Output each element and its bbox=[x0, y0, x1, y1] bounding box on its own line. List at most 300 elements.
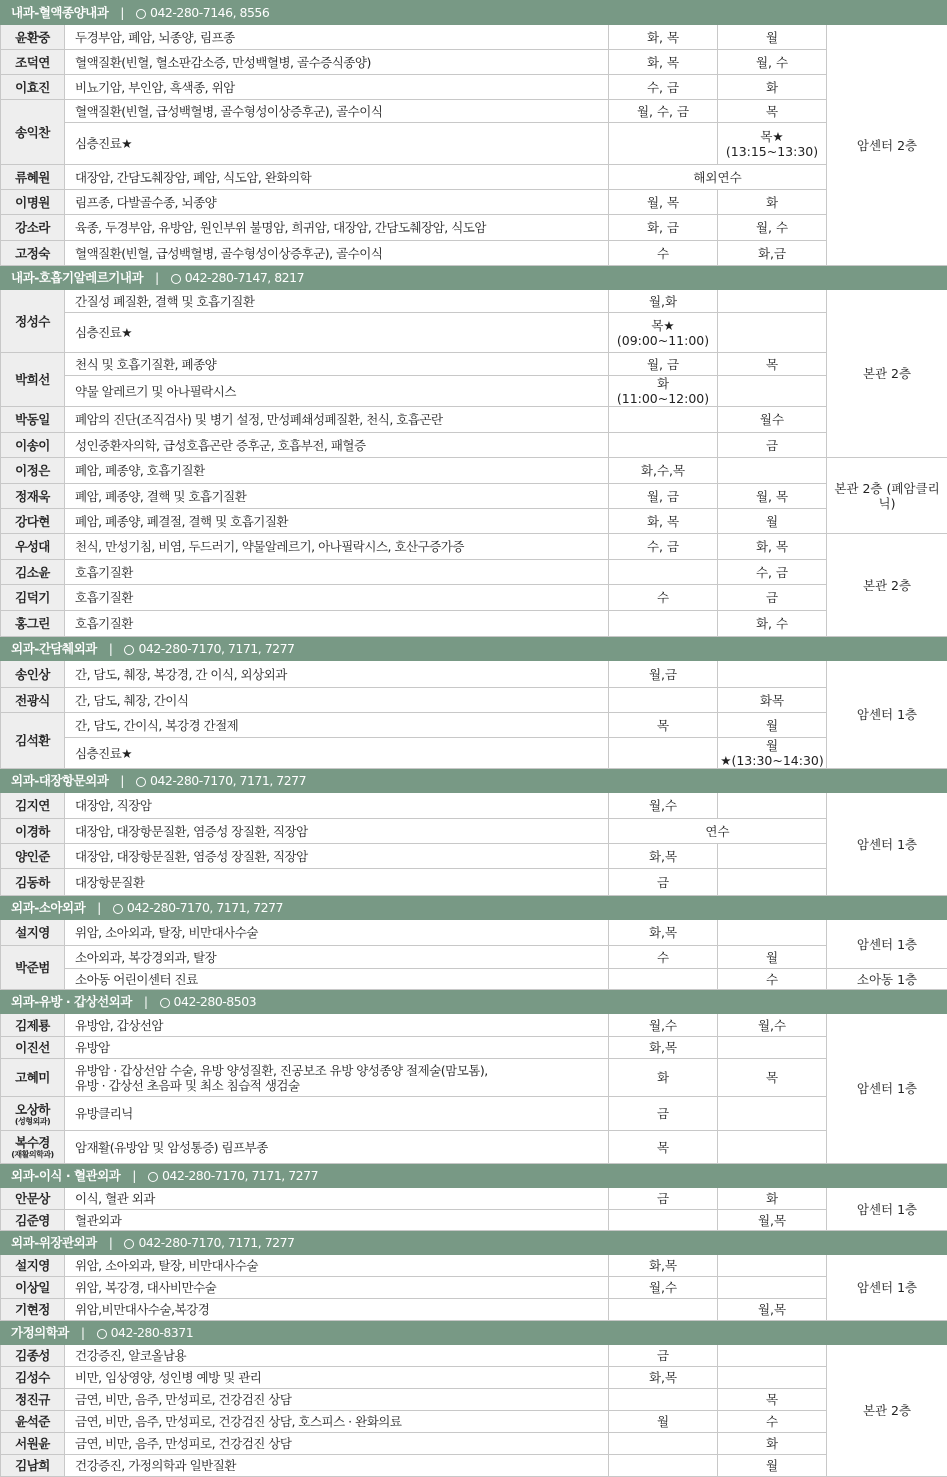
specialty-line: 간질성 폐질환, 결핵 및 호흡기질환 bbox=[75, 294, 603, 309]
doctor-name bbox=[1, 25, 65, 50]
morning-schedule bbox=[609, 1433, 718, 1455]
doctor-name-text: 양인준 bbox=[15, 849, 50, 864]
doctor-row bbox=[1, 458, 947, 484]
afternoon-schedule: 화 bbox=[718, 1433, 827, 1455]
specialty bbox=[65, 1433, 609, 1455]
specialty-line: 호흡기질환 bbox=[75, 616, 603, 631]
doctor-name bbox=[1, 688, 65, 713]
doctor-row bbox=[1, 969, 947, 990]
doctor-row bbox=[1, 1188, 947, 1210]
doctor-name-text: 김덕기 bbox=[15, 590, 50, 605]
doctor-row bbox=[1, 1037, 947, 1059]
phone-icon bbox=[124, 1239, 134, 1249]
afternoon-schedule: 월,수 bbox=[718, 1014, 827, 1037]
doctor-name-text: 윤환중 bbox=[15, 30, 50, 45]
afternoon-schedule bbox=[718, 290, 827, 313]
department-phone bbox=[160, 994, 257, 1009]
specialty-line: 림프종, 다발골수종, 뇌종양 bbox=[75, 195, 603, 210]
department-phone bbox=[124, 1235, 294, 1250]
morning-schedule bbox=[609, 611, 718, 637]
specialty-line: 심층진료★ bbox=[75, 325, 603, 340]
morning-schedule: 화,수,목 bbox=[609, 458, 718, 484]
specialty bbox=[65, 190, 609, 215]
specialty bbox=[65, 969, 609, 990]
doctor-name-text: 강소라 bbox=[15, 220, 50, 235]
afternoon-schedule: 월★(13:30~14:30) bbox=[718, 738, 827, 769]
morning-schedule: 목★ (09:00~11:00) bbox=[609, 313, 718, 353]
specialty-line: 비만, 임상영양, 성인병 예방 및 관리 bbox=[75, 1370, 603, 1385]
morning-schedule: 수 bbox=[609, 241, 718, 266]
doctor-name bbox=[1, 1455, 65, 1477]
doctor-row bbox=[1, 1389, 947, 1411]
phone-icon bbox=[97, 1329, 107, 1339]
morning-schedule: 월, 금 bbox=[609, 484, 718, 509]
department-header bbox=[1, 1, 947, 25]
specialty bbox=[65, 123, 609, 165]
doctor-name bbox=[1, 585, 65, 611]
specialty-line: 유방 · 갑상선 초음파 및 최소 침습적 생검술 bbox=[75, 1078, 603, 1093]
doctor-name-text: 서원윤 bbox=[15, 1436, 50, 1451]
doctor-row bbox=[1, 1059, 947, 1097]
doctor-name bbox=[1, 534, 65, 560]
afternoon-schedule: 월, 목 bbox=[718, 484, 827, 509]
afternoon-schedule: 월,목 bbox=[718, 1210, 827, 1231]
specialty-line: 성인중환자의학, 급성호흡곤란 증후군, 호흡부전, 패혈증 bbox=[75, 438, 603, 453]
specialty-line: 소아동 어린이센터 진료 bbox=[75, 972, 603, 987]
afternoon-schedule: 금 bbox=[718, 433, 827, 458]
clinic-location: 소아동 1층 bbox=[827, 969, 947, 990]
doctor-name-text: 김동하 bbox=[15, 875, 50, 890]
doctor-name-text: 김성수 bbox=[15, 1370, 50, 1385]
doctor-row bbox=[1, 819, 947, 844]
morning-schedule: 화,목 bbox=[609, 1037, 718, 1059]
morning-schedule: 월,금 bbox=[609, 661, 718, 688]
specialty bbox=[65, 313, 609, 353]
specialty bbox=[65, 1097, 609, 1131]
phone-number: 042-280-7147, 8217 bbox=[185, 270, 304, 285]
divider: | bbox=[109, 641, 113, 656]
department-title: 외과-유방 · 갑상선외과 bbox=[11, 994, 132, 1009]
department-header bbox=[1, 1231, 947, 1255]
doctor-row bbox=[1, 509, 947, 534]
specialty bbox=[65, 738, 609, 769]
doctor-name-text: 우성대 bbox=[15, 539, 50, 554]
doctor-name bbox=[1, 560, 65, 585]
specialty-line: 유방암 bbox=[75, 1040, 603, 1055]
doctor-name-text: 고정숙 bbox=[15, 246, 50, 261]
specialty bbox=[65, 713, 609, 738]
doctor-name bbox=[1, 1131, 65, 1164]
doctor-name-text: 류혜원 bbox=[15, 170, 50, 185]
doctor-name bbox=[1, 1299, 65, 1321]
morning-schedule bbox=[609, 560, 718, 585]
phone-number: 042-280-8503 bbox=[174, 994, 257, 1009]
specialty bbox=[65, 484, 609, 509]
morning-schedule: 월, 수, 금 bbox=[609, 100, 718, 123]
doctor-name bbox=[1, 100, 65, 165]
morning-schedule: 월, 목 bbox=[609, 190, 718, 215]
phone-icon bbox=[160, 998, 170, 1008]
specialty bbox=[65, 585, 609, 611]
morning-schedule: 금 bbox=[609, 1345, 718, 1367]
doctor-row bbox=[1, 25, 947, 50]
doctor-name bbox=[1, 946, 65, 990]
specialty-line: 간, 담도, 췌장, 복강경, 간 이식, 외상외과 bbox=[75, 667, 603, 682]
doctor-name bbox=[1, 1255, 65, 1277]
morning-schedule: 화(11:00~12:00) bbox=[609, 376, 718, 407]
doctor-name bbox=[1, 433, 65, 458]
specialty-line: 대장암, 대장항문질환, 염증성 장질환, 직장암 bbox=[75, 849, 603, 864]
clinic-location: 암센터 1층 bbox=[827, 920, 947, 969]
department-header bbox=[1, 637, 947, 661]
doctor-row bbox=[1, 688, 947, 713]
morning-schedule: 화, 금 bbox=[609, 215, 718, 241]
specialty-line: 금연, 비만, 음주, 만성피로, 건강검진 상담 bbox=[75, 1436, 603, 1451]
phone-icon bbox=[148, 1172, 158, 1182]
divider: | bbox=[81, 1325, 85, 1340]
afternoon-schedule: 목 bbox=[718, 1059, 827, 1097]
phone-number: 042-280-7146, 8556 bbox=[150, 5, 269, 20]
specialty-line: 천식, 만성기침, 비염, 두드러기, 약물알레르기, 아나필락시스, 호산구증가증 bbox=[75, 539, 603, 554]
specialty-line: 위암,비만대사수술,복강경 bbox=[75, 1302, 603, 1317]
doctor-row bbox=[1, 313, 947, 353]
department-title: 외과-이식 · 혈관외과 bbox=[11, 1168, 120, 1183]
doctor-name bbox=[1, 215, 65, 241]
department-phone bbox=[113, 900, 283, 915]
doctor-name bbox=[1, 661, 65, 688]
doctor-name bbox=[1, 241, 65, 266]
afternoon-schedule: 화 bbox=[718, 190, 827, 215]
doctor-row bbox=[1, 100, 947, 123]
specialty bbox=[65, 819, 609, 844]
specialty bbox=[65, 1277, 609, 1299]
afternoon-schedule bbox=[718, 458, 827, 484]
doctor-row bbox=[1, 407, 947, 433]
morning-schedule: 금 bbox=[609, 1188, 718, 1210]
specialty-line: 위암, 복강경, 대사비만수술 bbox=[75, 1280, 603, 1295]
morning-schedule: 월, 금 bbox=[609, 353, 718, 376]
morning-schedule: 화,목 bbox=[609, 920, 718, 946]
doctor-name bbox=[1, 1037, 65, 1059]
department-header bbox=[1, 990, 947, 1014]
afternoon-schedule: 월 bbox=[718, 509, 827, 534]
specialty-line: 유방암 · 갑상선암 수술, 유방 양성질환, 진공보조 유방 양성종양 절제술(맘모톰), bbox=[75, 1063, 603, 1078]
specialty-line: 혈관외과 bbox=[75, 1213, 603, 1228]
morning-schedule: 화, 목 bbox=[609, 509, 718, 534]
doctor-row bbox=[1, 585, 947, 611]
specialty-line: 암재활(유방암 및 암성통증) 림프부종 bbox=[75, 1140, 603, 1155]
afternoon-schedule: 목 bbox=[718, 1389, 827, 1411]
doctor-name bbox=[1, 190, 65, 215]
doctor-row bbox=[1, 1411, 947, 1433]
afternoon-schedule: 화 bbox=[718, 1188, 827, 1210]
afternoon-schedule bbox=[718, 1097, 827, 1131]
doctor-row bbox=[1, 75, 947, 100]
clinic-location: 암센터 1층 bbox=[827, 793, 947, 896]
phone-icon bbox=[124, 645, 134, 655]
doctor-name-text: 이경하 bbox=[15, 824, 50, 839]
afternoon-schedule bbox=[718, 1037, 827, 1059]
doctor-row bbox=[1, 1131, 947, 1164]
department-title: 가정의학과 bbox=[11, 1325, 69, 1340]
doctor-name bbox=[1, 869, 65, 896]
morning-schedule bbox=[609, 1299, 718, 1321]
doctor-name bbox=[1, 1210, 65, 1231]
department-phone bbox=[136, 5, 269, 20]
phone-number: 042-280-8371 bbox=[111, 1325, 194, 1340]
phone-number: 042-280-7170, 7171, 7277 bbox=[138, 1235, 294, 1250]
doctor-name-text: 설지영 bbox=[15, 1258, 50, 1273]
doctor-row bbox=[1, 1210, 947, 1231]
specialty bbox=[65, 290, 609, 313]
department-title: 외과-간담췌외과 bbox=[11, 641, 97, 656]
department-phone bbox=[148, 1168, 318, 1183]
department-header-cell bbox=[1, 637, 947, 661]
morning-schedule bbox=[609, 123, 718, 165]
specialty-line: 대장암, 대장항문질환, 염증성 장질환, 직장암 bbox=[75, 824, 603, 839]
divider: | bbox=[155, 270, 159, 285]
morning-schedule bbox=[609, 1455, 718, 1477]
doctor-name bbox=[1, 353, 65, 407]
morning-schedule: 화, 목 bbox=[609, 50, 718, 75]
divider: | bbox=[120, 5, 124, 20]
doctor-row bbox=[1, 1255, 947, 1277]
doctor-row bbox=[1, 869, 947, 896]
doctor-name-text: 김제룡 bbox=[15, 1018, 50, 1033]
doctor-name bbox=[1, 1014, 65, 1037]
doctor-row bbox=[1, 290, 947, 313]
doctor-row bbox=[1, 844, 947, 869]
afternoon-schedule bbox=[718, 1131, 827, 1164]
doctor-department-note: (재활의학과) bbox=[3, 1150, 62, 1159]
doctor-row bbox=[1, 1014, 947, 1037]
afternoon-schedule bbox=[718, 1255, 827, 1277]
doctor-name bbox=[1, 844, 65, 869]
morning-schedule: 화,목 bbox=[609, 1367, 718, 1389]
specialty bbox=[65, 611, 609, 637]
phone-icon bbox=[136, 777, 146, 787]
clinic-location: 본관 2층 (폐암클리닉) bbox=[827, 458, 947, 534]
doctor-name bbox=[1, 1411, 65, 1433]
doctor-row bbox=[1, 738, 947, 769]
morning-schedule: 월 bbox=[609, 1411, 718, 1433]
specialty-line: 심층진료★ bbox=[75, 136, 603, 151]
specialty bbox=[65, 50, 609, 75]
specialty-line: 혈액질환(빈혈, 혈소판감소증, 만성백혈병, 골수증식종양) bbox=[75, 55, 603, 70]
doctor-name-text: 김지연 bbox=[15, 798, 50, 813]
specialty bbox=[65, 165, 609, 190]
afternoon-schedule: 월, 수 bbox=[718, 50, 827, 75]
morning-schedule: 수, 금 bbox=[609, 534, 718, 560]
doctor-name bbox=[1, 165, 65, 190]
afternoon-schedule: 화, 목 bbox=[718, 534, 827, 560]
department-title: 외과-위장관외과 bbox=[11, 1235, 97, 1250]
doctor-name-text: 이효진 bbox=[15, 80, 50, 95]
afternoon-schedule bbox=[718, 376, 827, 407]
specialty bbox=[65, 869, 609, 896]
doctor-row bbox=[1, 661, 947, 688]
doctor-name-text: 조덕연 bbox=[15, 55, 50, 70]
specialty-line: 금연, 비만, 음주, 만성피로, 건강검진 상담 bbox=[75, 1392, 603, 1407]
doctor-name-text: 박준범 bbox=[15, 960, 50, 975]
afternoon-schedule: 수, 금 bbox=[718, 560, 827, 585]
morning-schedule bbox=[609, 738, 718, 769]
afternoon-schedule: 화, 수 bbox=[718, 611, 827, 637]
doctor-name-text: 설지영 bbox=[15, 925, 50, 940]
doctor-name-text: 정진규 bbox=[15, 1392, 50, 1407]
doctor-name-text: 홍그린 bbox=[15, 616, 50, 631]
doctor-name bbox=[1, 75, 65, 100]
afternoon-schedule bbox=[718, 920, 827, 946]
afternoon-schedule bbox=[718, 793, 827, 819]
doctor-row bbox=[1, 433, 947, 458]
clinic-location: 본관 2층 bbox=[827, 1345, 947, 1477]
department-title: 내과-혈액종양내과 bbox=[11, 5, 108, 20]
morning-schedule bbox=[609, 969, 718, 990]
afternoon-schedule bbox=[718, 1277, 827, 1299]
doctor-name-text: 정성수 bbox=[15, 314, 50, 329]
doctor-name-text: 전광식 bbox=[15, 693, 50, 708]
specialty-line: 이식, 혈관 외과 bbox=[75, 1191, 603, 1206]
doctor-name-text: 오상하 bbox=[15, 1102, 50, 1117]
phone-number: 042-280-7170, 7171, 7277 bbox=[127, 900, 283, 915]
specialty bbox=[65, 661, 609, 688]
specialty bbox=[65, 1131, 609, 1164]
phone-number: 042-280-7170, 7171, 7277 bbox=[162, 1168, 318, 1183]
doctor-row bbox=[1, 1299, 947, 1321]
specialty-line: 비뇨기암, 부인암, 흑색종, 위암 bbox=[75, 80, 603, 95]
doctor-name bbox=[1, 1188, 65, 1210]
department-title: 외과-대장항문외과 bbox=[11, 773, 108, 788]
morning-schedule bbox=[609, 1210, 718, 1231]
specialty bbox=[65, 946, 609, 969]
specialty-line: 육종, 두경부암, 유방암, 원인부위 불명암, 희귀암, 대장암, 간담도췌장암, 식도암 bbox=[75, 220, 603, 235]
doctor-name bbox=[1, 920, 65, 946]
doctor-name bbox=[1, 509, 65, 534]
clinic-location: 본관 2층 bbox=[827, 534, 947, 637]
department-header-cell bbox=[1, 1231, 947, 1255]
specialty-line: 대장항문질환 bbox=[75, 875, 603, 890]
specialty bbox=[65, 688, 609, 713]
doctor-name-text: 송인상 bbox=[15, 667, 50, 682]
specialty-line: 간, 담도, 간이식, 복강경 간절제 bbox=[75, 718, 603, 733]
phone-icon bbox=[171, 274, 181, 284]
department-header-cell bbox=[1, 1164, 947, 1188]
doctor-row bbox=[1, 123, 947, 165]
doctor-name-text: 이진선 bbox=[15, 1040, 50, 1055]
doctor-name bbox=[1, 484, 65, 509]
specialty bbox=[65, 1389, 609, 1411]
department-phone bbox=[124, 641, 294, 656]
doctor-department-note: (성형외과) bbox=[3, 1117, 62, 1126]
specialty-line: 유방암, 갑상선암 bbox=[75, 1018, 603, 1033]
specialty bbox=[65, 100, 609, 123]
specialty bbox=[65, 25, 609, 50]
specialty-line: 혈액질환(빈혈, 급성백혈병, 골수형성이상증후군), 골수이식 bbox=[75, 246, 603, 261]
specialty bbox=[65, 1411, 609, 1433]
afternoon-schedule bbox=[718, 869, 827, 896]
specialty bbox=[65, 75, 609, 100]
specialty bbox=[65, 433, 609, 458]
doctor-name-text: 이송이 bbox=[15, 438, 50, 453]
specialty-line: 대장암, 간담도췌장암, 폐암, 식도암, 완화의학 bbox=[75, 170, 603, 185]
doctor-name bbox=[1, 1059, 65, 1097]
specialty-line: 두경부암, 폐암, 뇌종양, 림프종 bbox=[75, 30, 603, 45]
doctor-name bbox=[1, 50, 65, 75]
department-phone bbox=[171, 270, 304, 285]
morning-schedule: 목 bbox=[609, 713, 718, 738]
afternoon-schedule bbox=[718, 844, 827, 869]
department-phone bbox=[136, 773, 306, 788]
specialty-line: 폐암의 진단(조직검사) 및 병기 설정, 만성폐쇄성폐질환, 천식, 호흡곤란 bbox=[75, 412, 603, 427]
doctor-name bbox=[1, 1277, 65, 1299]
specialty bbox=[65, 920, 609, 946]
clinic-location: 암센터 2층 bbox=[827, 25, 947, 266]
doctor-name-text: 복수경 bbox=[15, 1135, 50, 1150]
specialty-line: 건강증진, 가정의학과 일반질환 bbox=[75, 1458, 603, 1473]
specialty bbox=[65, 534, 609, 560]
doctor-name-text: 고혜미 bbox=[15, 1070, 50, 1085]
specialty bbox=[65, 1188, 609, 1210]
doctor-row bbox=[1, 1097, 947, 1131]
department-header bbox=[1, 1321, 947, 1345]
department-header-cell bbox=[1, 990, 947, 1014]
phone-icon bbox=[136, 9, 146, 19]
specialty bbox=[65, 458, 609, 484]
specialty-line: 폐암, 폐종양, 폐결절, 결핵 및 호흡기질환 bbox=[75, 514, 603, 529]
department-header-cell bbox=[1, 1321, 947, 1345]
afternoon-schedule bbox=[718, 1345, 827, 1367]
divider: | bbox=[120, 773, 124, 788]
department-title: 외과-소아외과 bbox=[11, 900, 85, 915]
morning-schedule bbox=[609, 688, 718, 713]
specialty-line: 위암, 소아외과, 탈장, 비만대사수술 bbox=[75, 1258, 603, 1273]
doctor-name bbox=[1, 1345, 65, 1367]
afternoon-schedule: 월 bbox=[718, 713, 827, 738]
morning-schedule: 금 bbox=[609, 1097, 718, 1131]
doctor-name bbox=[1, 1367, 65, 1389]
afternoon-schedule bbox=[718, 313, 827, 353]
specialty bbox=[65, 1367, 609, 1389]
afternoon-schedule: 월, 수 bbox=[718, 215, 827, 241]
divider: | bbox=[132, 1168, 136, 1183]
morning-schedule: 목 bbox=[609, 1131, 718, 1164]
divider: | bbox=[97, 900, 101, 915]
doctor-name-text: 김소윤 bbox=[15, 565, 50, 580]
clinic-location: 본관 2층 bbox=[827, 290, 947, 458]
divider: | bbox=[109, 1235, 113, 1250]
doctor-row bbox=[1, 920, 947, 946]
doctor-name-text: 윤석준 bbox=[15, 1414, 50, 1429]
morning-schedule: 화,목 bbox=[609, 1255, 718, 1277]
doctor-row bbox=[1, 241, 947, 266]
specialty-line: 약물 알레르기 및 아나필락시스 bbox=[75, 384, 603, 399]
specialty bbox=[65, 407, 609, 433]
morning-schedule bbox=[609, 407, 718, 433]
morning-schedule: 월,수 bbox=[609, 1277, 718, 1299]
schedule-note: 연수 bbox=[609, 819, 827, 844]
doctor-name-text: 김준영 bbox=[15, 1213, 50, 1228]
department-header bbox=[1, 1164, 947, 1188]
doctor-row bbox=[1, 1455, 947, 1477]
specialty bbox=[65, 1210, 609, 1231]
specialty bbox=[65, 793, 609, 819]
specialty-line: 천식 및 호흡기질환, 폐종양 bbox=[75, 357, 603, 372]
afternoon-schedule: 화 bbox=[718, 75, 827, 100]
doctor-name bbox=[1, 1097, 65, 1131]
specialty-line: 건강증진, 알코올남용 bbox=[75, 1348, 603, 1363]
department-header-cell bbox=[1, 266, 947, 290]
